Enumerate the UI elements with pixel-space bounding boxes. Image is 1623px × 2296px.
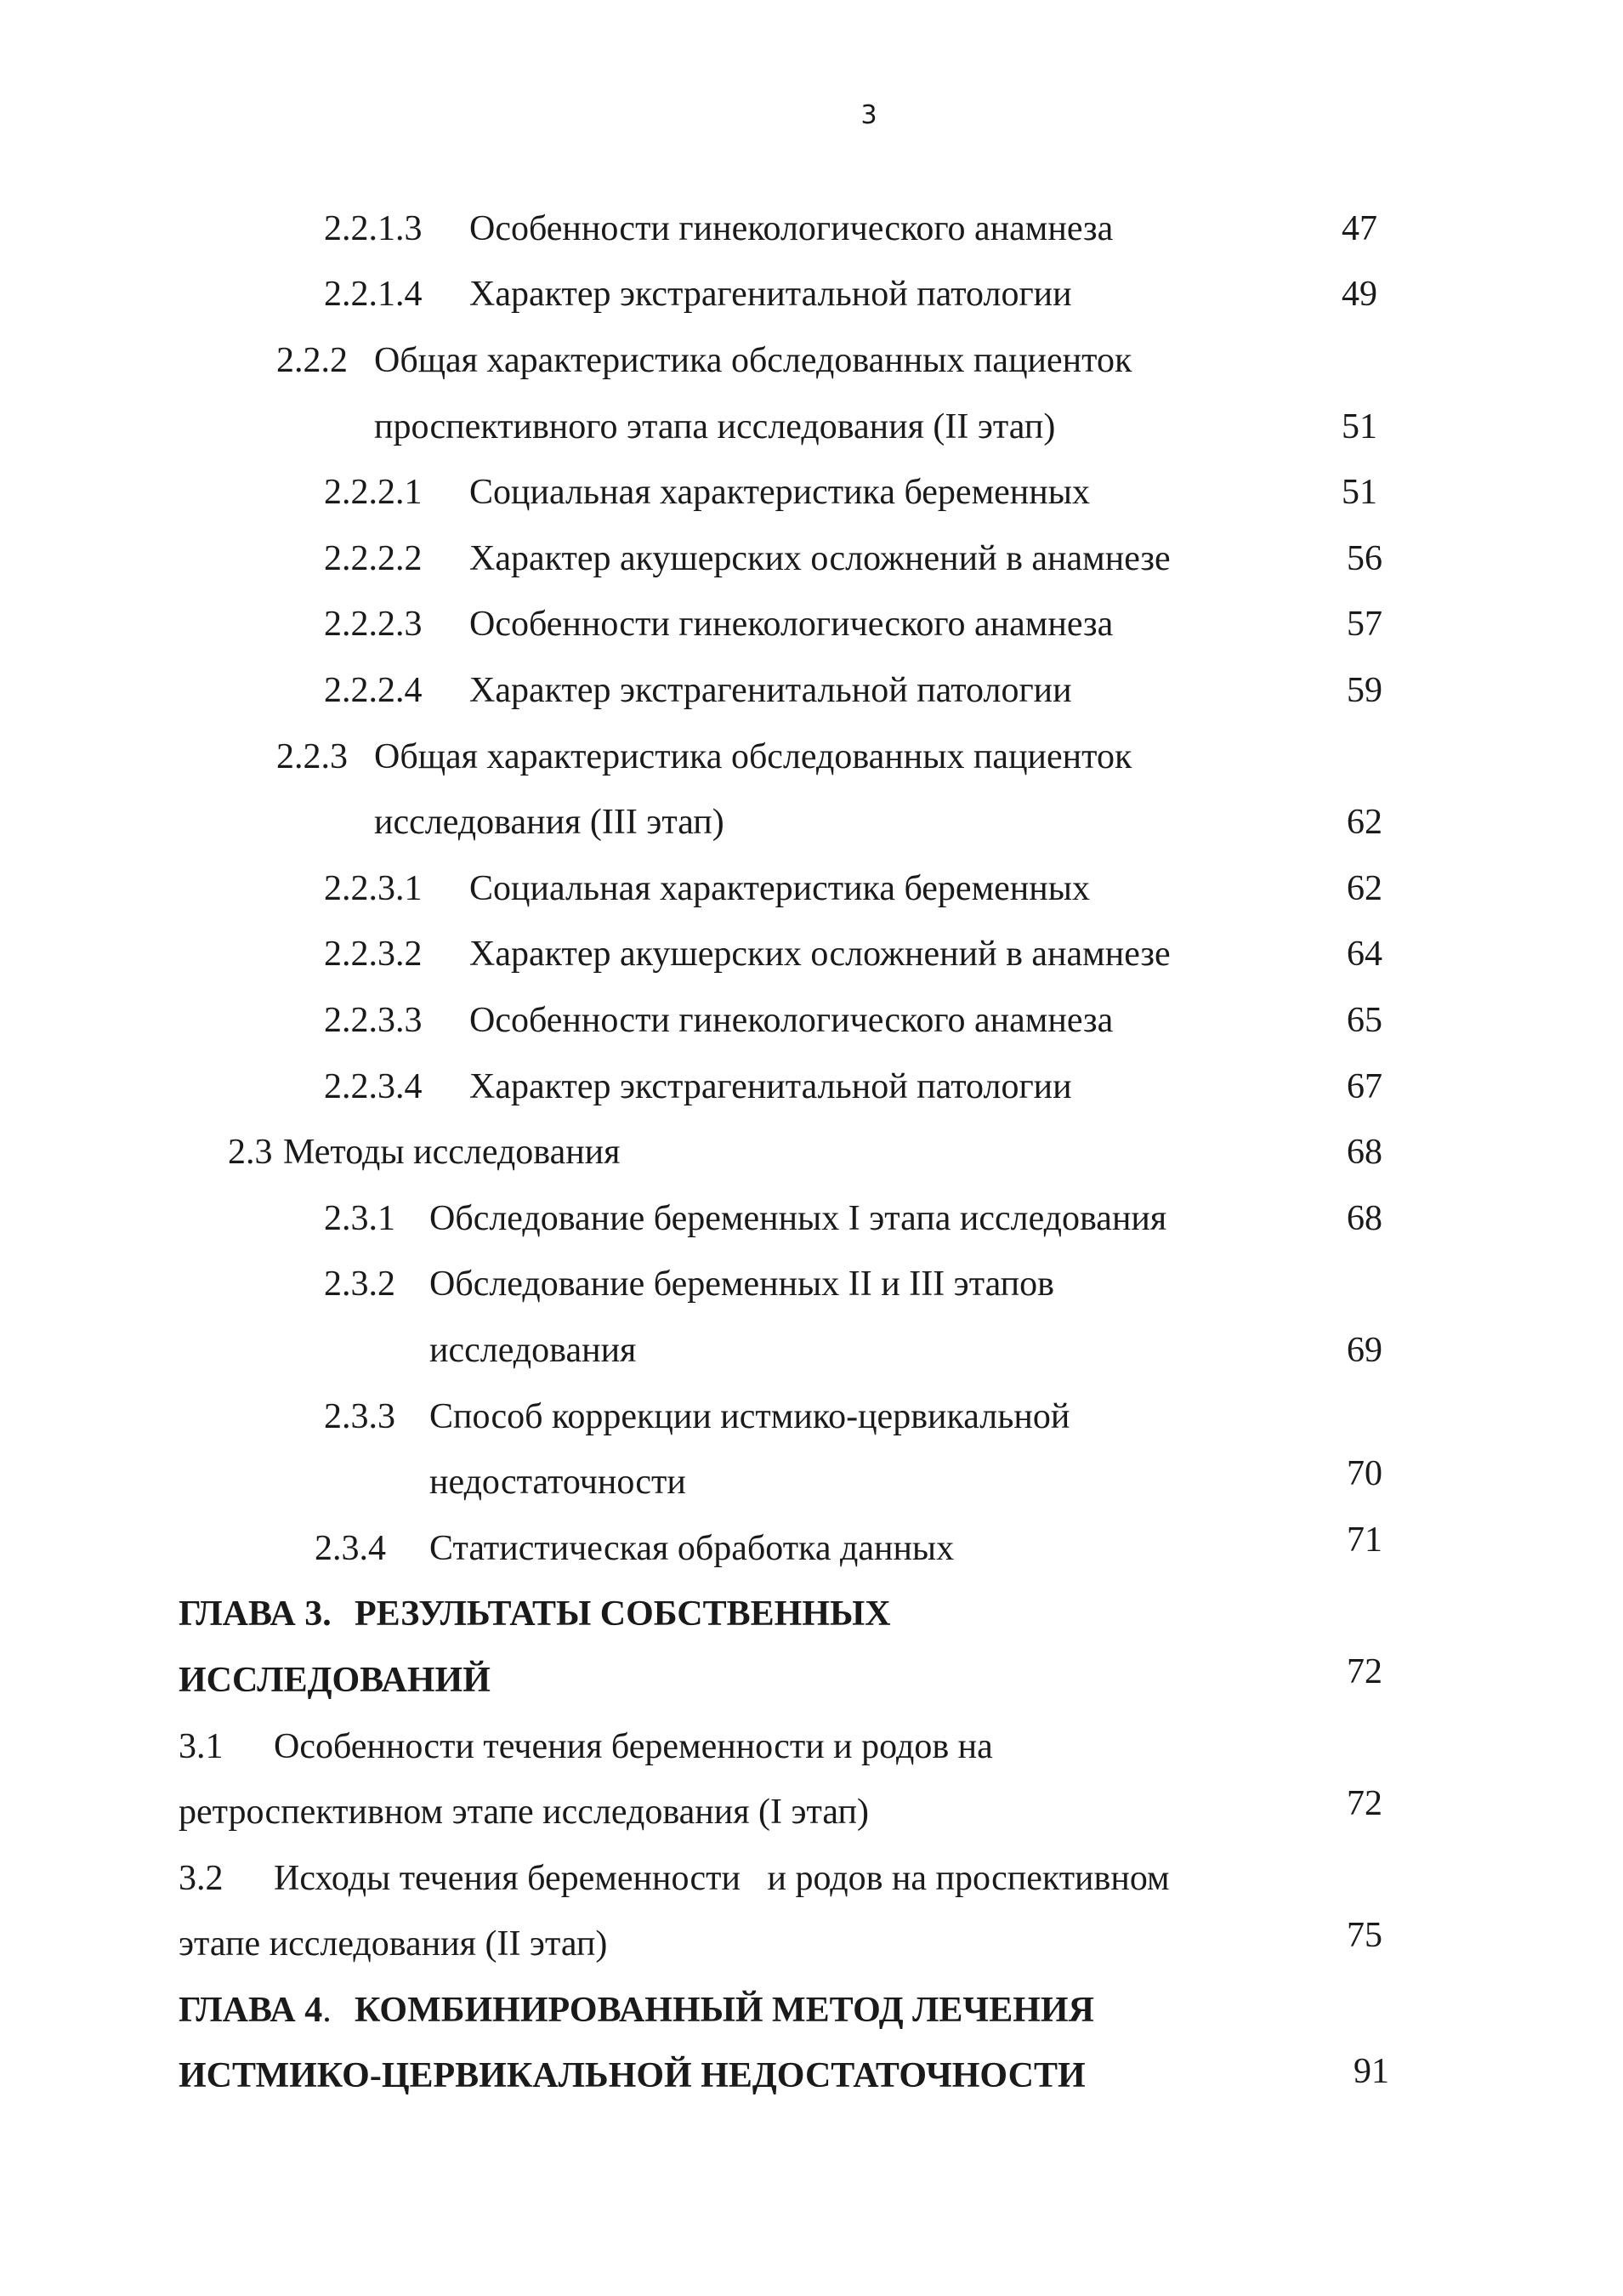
toc-entry-title: Социальная характеристика беременных — [469, 869, 1090, 908]
toc-entry-page: 75 — [1347, 1916, 1382, 1955]
toc-entry-page: 67 — [1347, 1067, 1382, 1106]
chapter-heading-label: ГЛАВА 3. — [179, 1594, 332, 1634]
chapter-heading-title: КОМБИНИРОВАННЫЙ МЕТОД ЛЕЧЕНИЯ — [355, 1991, 1094, 2030]
toc-entry-number: 2.2.2.2 — [324, 539, 423, 578]
toc-entry-title-continued: недостаточности — [429, 1463, 686, 1502]
toc-entry-title: Общая характеристика обследованных пациенток — [374, 737, 1132, 776]
toc-entry-title: Способ коррекции истмико-цервикальной — [429, 1397, 1070, 1436]
toc-entry-number: 2.3.1 — [324, 1199, 395, 1238]
toc-entry-page: 62 — [1347, 869, 1382, 908]
toc-entry-number: 2.2.2 — [276, 341, 348, 380]
toc-entry-page: 65 — [1347, 1001, 1382, 1040]
toc-entry-title-continued: исследования (III этап) — [374, 803, 724, 842]
toc-entry-number: 2.2.3.1 — [324, 869, 423, 908]
toc-entry-number: 2.3 — [228, 1133, 273, 1172]
toc-entry-title: Особенности течения беременности и родов на — [274, 1727, 993, 1766]
chapter-heading-label — [179, 1992, 332, 2028]
chapter-heading-title: РЕЗУЛЬТАТЫ СОБСТВЕННЫХ — [355, 1594, 891, 1634]
toc-entry-page: 72 — [1347, 1652, 1382, 1691]
toc-entry-page: 51 — [1342, 407, 1377, 446]
toc-entry-page: 70 — [1347, 1454, 1382, 1493]
toc-entry-title: Характер экстрагенитальной патологии — [469, 671, 1072, 710]
toc-entry-title: Особенности гинекологического анамнеза — [469, 1001, 1114, 1040]
toc-entry-number: 2.2.2.1 — [324, 473, 423, 512]
toc-entry-number: 2.2.3 — [276, 737, 348, 776]
toc-entry-title: Характер экстрагенитальной патологии — [469, 275, 1072, 314]
toc-entry-number: 3.1 — [179, 1727, 224, 1766]
toc-entry-number: 2.3.3 — [324, 1397, 395, 1436]
toc-entry-page: 69 — [1347, 1331, 1382, 1370]
chapter-label-suffix: . — [322, 1991, 332, 2030]
toc-entry-page: 91 — [1353, 2052, 1389, 2091]
chapter-heading-title-continued: ИСТМИКО-ЦЕРВИКАЛЬНОЙ НЕДОСТАТОЧНОСТИ — [179, 2056, 1086, 2095]
toc-entry-number: 2.2.1.3 — [324, 209, 423, 248]
toc-entry-title: Обследование беременных II и III этапов — [429, 1265, 1054, 1304]
toc-entry-title: Исходы течения беременности и родов на проспективном — [274, 1859, 1170, 1898]
toc-entry-page: 47 — [1342, 209, 1377, 248]
toc-entry-page: 57 — [1347, 605, 1382, 644]
toc-entry-page: 64 — [1347, 935, 1382, 974]
toc-entry-title: Особенности гинекологического анамнеза — [469, 209, 1114, 248]
page-number: 3 — [860, 100, 877, 130]
toc-entry-page: 71 — [1347, 1520, 1382, 1560]
toc-entry-page: 72 — [1347, 1784, 1382, 1823]
toc-entry-number: 2.2.1.4 — [324, 275, 423, 314]
toc-entry-number: 2.2.3.2 — [324, 935, 423, 974]
toc-entry-title: Социальная характеристика беременных — [469, 473, 1090, 512]
toc-entry-page: 49 — [1342, 275, 1377, 314]
toc-entry-title: Характер экстрагенитальной патологии — [469, 1067, 1072, 1106]
toc-entry-page: 62 — [1347, 803, 1382, 842]
toc-entry-page: 68 — [1347, 1133, 1382, 1172]
toc-entry-page: 59 — [1347, 671, 1382, 710]
toc-entry-title-continued: ретроспективном этапе исследования (I этап) — [179, 1793, 869, 1832]
toc-entry-title: Особенности гинекологического анамнеза — [469, 605, 1114, 644]
toc-entry-title: Общая характеристика обследованных пациенток — [374, 341, 1132, 380]
toc-entry-title: Характер акушерских осложнений в анамнезе — [469, 935, 1171, 974]
toc-entry-number: 2.3.4 — [315, 1529, 386, 1568]
chapter-heading-title-continued: ИССЛЕДОВАНИЙ — [179, 1661, 491, 1700]
toc-entry-title-continued: исследования — [429, 1331, 637, 1370]
toc-entry-page: 56 — [1347, 539, 1382, 578]
chapter-label-text: ГЛАВА 4 — [179, 1991, 323, 2030]
toc-entry-page: 68 — [1347, 1199, 1382, 1238]
toc-entry-number: 3.2 — [179, 1859, 224, 1898]
toc-entry-number: 2.3.2 — [324, 1265, 395, 1304]
toc-entry-page: 51 — [1342, 473, 1377, 512]
toc-entry-number: 2.2.3.3 — [324, 1001, 423, 1040]
toc-entry-number: 2.2.3.4 — [324, 1067, 423, 1106]
toc-entry-number: 2.2.2.4 — [324, 671, 423, 710]
toc-entry-title: Методы исследования — [283, 1133, 621, 1172]
toc-entry-title: Обследование беременных I этапа исследования — [429, 1199, 1167, 1238]
toc-entry-number: 2.2.2.3 — [324, 605, 423, 644]
toc-entry-title: Статистическая обработка данных — [429, 1529, 955, 1568]
toc-entry-title-continued: проспективного этапа исследования (II этап) — [374, 407, 1056, 446]
toc-entry-title-continued: этапе исследования (II этап) — [179, 1924, 608, 1964]
toc-entry-title: Характер акушерских осложнений в анамнезе — [469, 539, 1171, 578]
